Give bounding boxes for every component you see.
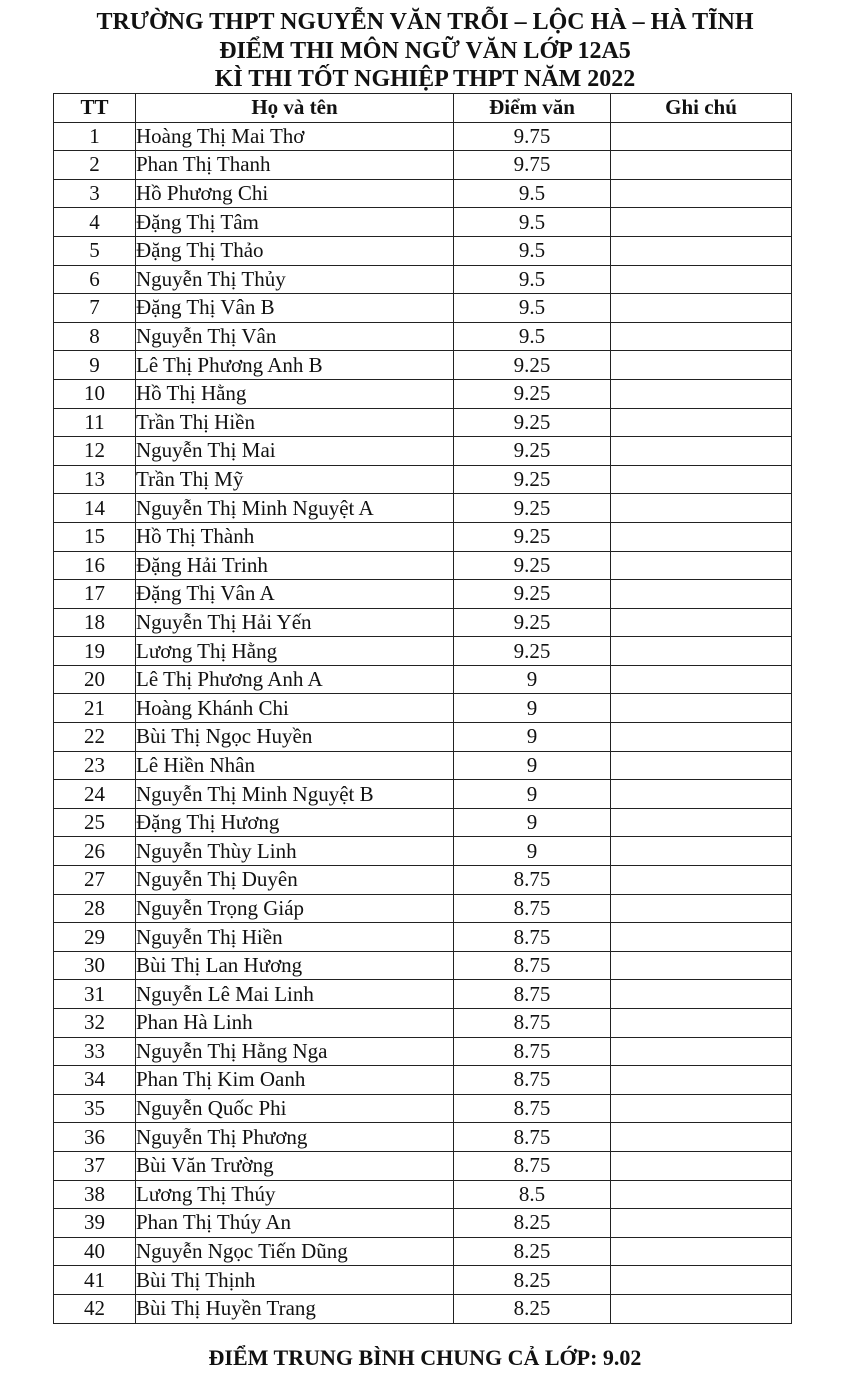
row-number: 16 — [54, 551, 136, 580]
row-number: 40 — [54, 1237, 136, 1266]
score-value: 9.25 — [454, 637, 611, 666]
score-value: 9 — [454, 808, 611, 837]
score-value: 8.75 — [454, 1009, 611, 1038]
row-number: 25 — [54, 808, 136, 837]
row-number: 38 — [54, 1180, 136, 1209]
student-name: Đặng Thị Thảo — [136, 236, 454, 265]
score-value: 9.5 — [454, 179, 611, 208]
note-cell — [611, 723, 792, 752]
student-name: Bùi Thị Ngọc Huyền — [136, 723, 454, 752]
table-row — [54, 580, 792, 609]
note-cell — [611, 1066, 792, 1095]
score-value: 9 — [454, 837, 611, 866]
table-row — [54, 808, 792, 837]
score-value: 9 — [454, 723, 611, 752]
note-cell — [611, 322, 792, 351]
row-number: 1 — [54, 122, 136, 151]
row-number: 31 — [54, 980, 136, 1009]
score-value: 9.25 — [454, 465, 611, 494]
score-value: 8.75 — [454, 951, 611, 980]
score-value: 9.25 — [454, 580, 611, 609]
table-row — [54, 923, 792, 952]
row-number: 32 — [54, 1009, 136, 1038]
student-name: Nguyễn Thị Minh Nguyệt B — [136, 780, 454, 809]
row-number: 23 — [54, 751, 136, 780]
row-number: 27 — [54, 866, 136, 895]
table-row — [54, 1009, 792, 1038]
row-number: 15 — [54, 522, 136, 551]
note-cell — [611, 151, 792, 180]
row-number: 42 — [54, 1294, 136, 1323]
row-number: 4 — [54, 208, 136, 237]
student-name: Bùi Thị Thịnh — [136, 1266, 454, 1295]
row-number: 37 — [54, 1151, 136, 1180]
student-name: Hoàng Thị Mai Thơ — [136, 122, 454, 151]
row-number: 8 — [54, 322, 136, 351]
student-name: Nguyễn Lê Mai Linh — [136, 980, 454, 1009]
student-name: Bùi Thị Huyền Trang — [136, 1294, 454, 1323]
table-header-row — [54, 94, 792, 123]
table-row — [54, 408, 792, 437]
class-average: ĐIỂM TRUNG BÌNH CHUNG CẢ LỚP: 9.02 — [208, 1345, 642, 1370]
table-row — [54, 1094, 792, 1123]
score-value: 9.75 — [454, 151, 611, 180]
score-value: 8.75 — [454, 980, 611, 1009]
note-cell — [611, 837, 792, 866]
row-number: 3 — [54, 179, 136, 208]
student-name: Bùi Văn Trường — [136, 1151, 454, 1180]
table-row — [54, 1237, 792, 1266]
note-cell — [611, 351, 792, 380]
row-number: 36 — [54, 1123, 136, 1152]
note-cell — [611, 808, 792, 837]
note-cell — [611, 1009, 792, 1038]
row-number: 5 — [54, 236, 136, 265]
student-name: Nguyễn Thị Hằng Nga — [136, 1037, 454, 1066]
student-name: Hồ Thị Hằng — [136, 379, 454, 408]
table-row — [54, 1209, 792, 1238]
student-name: Đặng Hải Trinh — [136, 551, 454, 580]
row-number: 19 — [54, 637, 136, 666]
student-name: Hoàng Khánh Chi — [136, 694, 454, 723]
subject-title: ĐIỂM THI MÔN NGỮ VĂN LỚP 12A5 — [219, 38, 631, 64]
row-number: 14 — [54, 494, 136, 523]
score-value: 8.25 — [454, 1237, 611, 1266]
note-cell — [611, 1237, 792, 1266]
student-name: Nguyễn Thị Phương — [136, 1123, 454, 1152]
row-number: 2 — [54, 151, 136, 180]
row-number: 39 — [54, 1209, 136, 1238]
score-value: 9.25 — [454, 351, 611, 380]
score-value: 8.25 — [454, 1266, 611, 1295]
note-cell — [611, 236, 792, 265]
score-value: 8.75 — [454, 894, 611, 923]
row-number: 29 — [54, 923, 136, 952]
column-header-name: Họ và tên — [136, 94, 454, 123]
score-value: 9.25 — [454, 608, 611, 637]
row-number: 26 — [54, 837, 136, 866]
note-cell — [611, 665, 792, 694]
score-value: 9.5 — [454, 294, 611, 323]
student-name: Lương Thị Thúy — [136, 1180, 454, 1209]
score-value: 8.25 — [454, 1209, 611, 1238]
student-name: Nguyễn Thùy Linh — [136, 837, 454, 866]
table-row — [54, 894, 792, 923]
note-cell — [611, 751, 792, 780]
table-row — [54, 1066, 792, 1095]
row-number: 9 — [54, 351, 136, 380]
score-value: 9.75 — [454, 122, 611, 151]
row-number: 24 — [54, 780, 136, 809]
student-name: Lê Thị Phương Anh A — [136, 665, 454, 694]
row-number: 20 — [54, 665, 136, 694]
table-row — [54, 179, 792, 208]
exam-title: KÌ THI TỐT NGHIỆP THPT NĂM 2022 — [214, 66, 636, 92]
note-cell — [611, 951, 792, 980]
school-title: TRƯỜNG THPT NGUYỄN VĂN TRỖI – LỘC HÀ – HÀ TĨNH — [96, 9, 754, 35]
table-row — [54, 522, 792, 551]
row-number: 18 — [54, 608, 136, 637]
note-cell — [611, 551, 792, 580]
student-name: Phan Hà Linh — [136, 1009, 454, 1038]
note-cell — [611, 1294, 792, 1323]
table-row — [54, 265, 792, 294]
student-name: Hồ Thị Thành — [136, 522, 454, 551]
student-name: Trần Thị Hiền — [136, 408, 454, 437]
student-name: Phan Thị Kim Oanh — [136, 1066, 454, 1095]
note-cell — [611, 437, 792, 466]
score-value: 9 — [454, 665, 611, 694]
row-number: 21 — [54, 694, 136, 723]
table-row — [54, 751, 792, 780]
student-name: Nguyễn Quốc Phi — [136, 1094, 454, 1123]
note-cell — [611, 1037, 792, 1066]
row-number: 34 — [54, 1066, 136, 1095]
note-cell — [611, 122, 792, 151]
student-name: Nguyễn Trọng Giáp — [136, 894, 454, 923]
student-name: Hồ Phương Chi — [136, 179, 454, 208]
table-row — [54, 723, 792, 752]
row-number: 6 — [54, 265, 136, 294]
row-number: 30 — [54, 951, 136, 980]
column-header-tt: TT — [54, 94, 136, 123]
score-value: 8.75 — [454, 1094, 611, 1123]
table-row — [54, 665, 792, 694]
table-row — [54, 1151, 792, 1180]
column-header-score: Điểm văn — [454, 94, 611, 123]
table-row — [54, 294, 792, 323]
table-row — [54, 1266, 792, 1295]
note-cell — [611, 780, 792, 809]
score-value: 9.25 — [454, 379, 611, 408]
row-number: 10 — [54, 379, 136, 408]
student-name: Lương Thị Hằng — [136, 637, 454, 666]
row-number: 33 — [54, 1037, 136, 1066]
table-row — [54, 637, 792, 666]
table-row — [54, 866, 792, 895]
score-value: 9.25 — [454, 494, 611, 523]
note-cell — [611, 580, 792, 609]
score-value: 9.25 — [454, 437, 611, 466]
table-row — [54, 837, 792, 866]
score-value: 9.5 — [454, 322, 611, 351]
table-row — [54, 951, 792, 980]
score-value: 8.75 — [454, 1123, 611, 1152]
student-name: Lê Thị Phương Anh B — [136, 351, 454, 380]
table-row — [54, 980, 792, 1009]
note-cell — [611, 465, 792, 494]
score-value: 9 — [454, 751, 611, 780]
student-name: Bùi Thị Lan Hương — [136, 951, 454, 980]
note-cell — [611, 294, 792, 323]
row-number: 7 — [54, 294, 136, 323]
table-row — [54, 780, 792, 809]
student-name: Đặng Thị Hương — [136, 808, 454, 837]
score-value: 8.75 — [454, 1151, 611, 1180]
note-cell — [611, 866, 792, 895]
student-name: Phan Thị Thanh — [136, 151, 454, 180]
score-value: 9.25 — [454, 408, 611, 437]
table-row — [54, 551, 792, 580]
student-name: Đặng Thị Vân A — [136, 580, 454, 609]
student-name: Phan Thị Thúy An — [136, 1209, 454, 1238]
note-cell — [611, 1094, 792, 1123]
table-row — [54, 151, 792, 180]
note-cell — [611, 1151, 792, 1180]
row-number: 13 — [54, 465, 136, 494]
score-value: 9.5 — [454, 265, 611, 294]
student-name: Nguyễn Thị Minh Nguyệt A — [136, 494, 454, 523]
table-row — [54, 1294, 792, 1323]
score-value: 8.75 — [454, 1066, 611, 1095]
column-header-note: Ghi chú — [611, 94, 792, 123]
note-cell — [611, 1209, 792, 1238]
score-value: 9 — [454, 694, 611, 723]
student-name: Nguyễn Ngọc Tiến Dũng — [136, 1237, 454, 1266]
note-cell — [611, 208, 792, 237]
table-row — [54, 1180, 792, 1209]
row-number: 35 — [54, 1094, 136, 1123]
row-number: 12 — [54, 437, 136, 466]
row-number: 17 — [54, 580, 136, 609]
student-name: Lê Hiền Nhân — [136, 751, 454, 780]
scores-table — [53, 93, 792, 1324]
score-value: 9 — [454, 780, 611, 809]
score-value: 8.75 — [454, 923, 611, 952]
student-name: Nguyễn Thị Vân — [136, 322, 454, 351]
table-row — [54, 1123, 792, 1152]
note-cell — [611, 179, 792, 208]
note-cell — [611, 894, 792, 923]
row-number: 11 — [54, 408, 136, 437]
score-value: 9.25 — [454, 551, 611, 580]
note-cell — [611, 494, 792, 523]
note-cell — [611, 608, 792, 637]
student-name: Nguyễn Thị Mai — [136, 437, 454, 466]
table-row — [54, 465, 792, 494]
table-row — [54, 437, 792, 466]
note-cell — [611, 694, 792, 723]
student-name: Nguyễn Thị Thủy — [136, 265, 454, 294]
student-name: Đặng Thị Tâm — [136, 208, 454, 237]
table-row — [54, 208, 792, 237]
note-cell — [611, 1123, 792, 1152]
table-row — [54, 379, 792, 408]
table-row — [54, 494, 792, 523]
note-cell — [611, 923, 792, 952]
score-value: 9.25 — [454, 522, 611, 551]
row-number: 41 — [54, 1266, 136, 1295]
score-value: 8.5 — [454, 1180, 611, 1209]
score-value: 9.5 — [454, 208, 611, 237]
table-row — [54, 694, 792, 723]
table-row — [54, 351, 792, 380]
note-cell — [611, 1180, 792, 1209]
note-cell — [611, 1266, 792, 1295]
table-row — [54, 322, 792, 351]
note-cell — [611, 637, 792, 666]
student-name: Nguyễn Thị Hải Yến — [136, 608, 454, 637]
score-value: 9.5 — [454, 236, 611, 265]
student-name: Nguyễn Thị Hiền — [136, 923, 454, 952]
note-cell — [611, 379, 792, 408]
note-cell — [611, 408, 792, 437]
score-value: 8.25 — [454, 1294, 611, 1323]
student-name: Trần Thị Mỹ — [136, 465, 454, 494]
note-cell — [611, 522, 792, 551]
table-row — [54, 1037, 792, 1066]
table-row — [54, 236, 792, 265]
student-name: Nguyễn Thị Duyên — [136, 866, 454, 895]
score-value: 8.75 — [454, 1037, 611, 1066]
table-row — [54, 122, 792, 151]
table-row — [54, 608, 792, 637]
note-cell — [611, 265, 792, 294]
note-cell — [611, 980, 792, 1009]
student-name: Đặng Thị Vân B — [136, 294, 454, 323]
score-value: 8.75 — [454, 866, 611, 895]
row-number: 22 — [54, 723, 136, 752]
row-number: 28 — [54, 894, 136, 923]
